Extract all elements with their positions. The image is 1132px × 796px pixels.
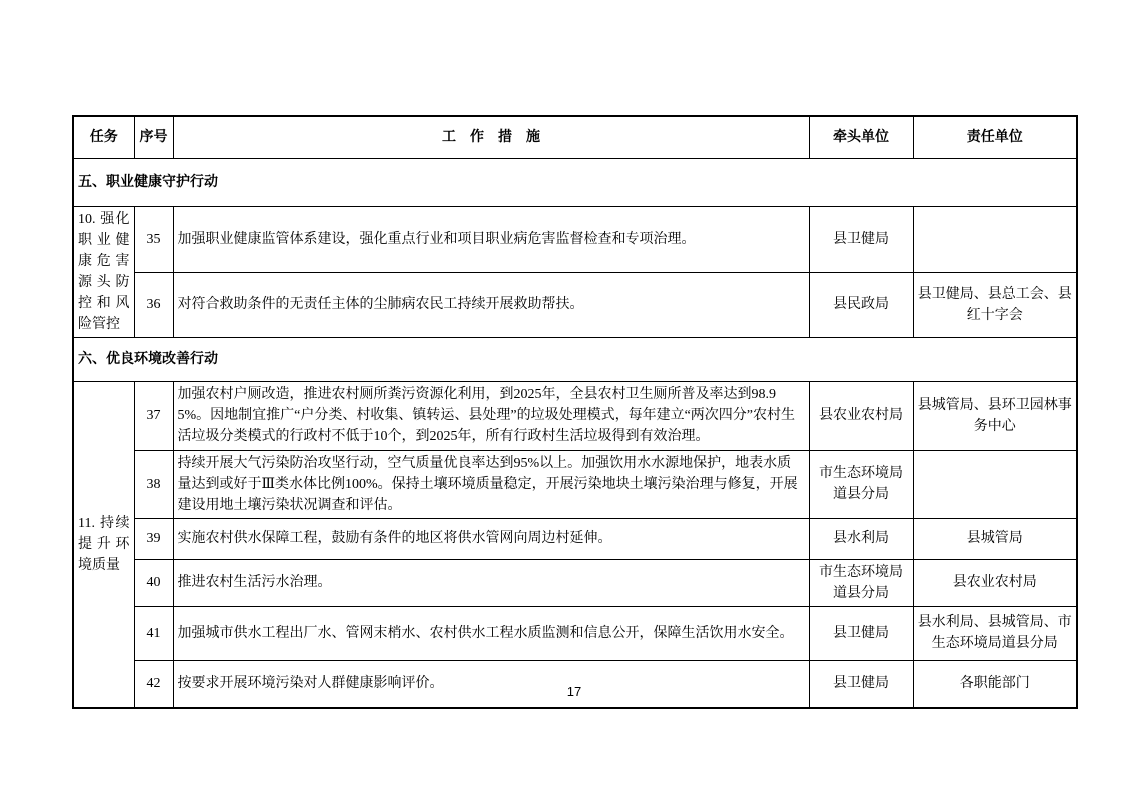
row-number-cell: 41: [134, 606, 173, 660]
table-row: [73, 381, 1077, 450]
section-row: [73, 158, 1077, 206]
lead-unit-cell: 县农业农村局: [809, 381, 913, 450]
col-header-index: 序号: [134, 116, 173, 158]
table-row: [73, 518, 1077, 559]
measure-cell: 实施农村供水保障工程，鼓励有条件的地区将供水管网向周边村延伸。: [173, 518, 809, 559]
lead-unit-cell: 县卫健局: [809, 660, 913, 708]
lead-unit-cell: 市生态环境局道县分局: [809, 450, 913, 518]
section-title: 五、职业健康守护行动: [73, 158, 1077, 206]
responsible-unit-cell: 各职能部门: [913, 660, 1077, 708]
row-number-cell: 42: [134, 660, 173, 708]
measure-cell: 对符合救助条件的无责任主体的尘肺病农民工持续开展救助帮扶。: [173, 272, 809, 337]
measure-cell: 持续开展大气污染防治攻坚行动，空气质量优良率达到95%以上。加强饮用水水源地保护，地表水质量达到或好于Ⅲ类水体比例100%。保持土壤环境质量稳定，开展污染地块土壤污染治理与修复，开展建设用地土壤污染状况调查和评估。: [173, 450, 809, 518]
responsible-unit-cell: [913, 206, 1077, 272]
responsible-unit-cell: [913, 450, 1077, 518]
table-row: [73, 559, 1077, 606]
measures-table: [72, 115, 1078, 709]
lead-unit-cell: 县卫健局: [809, 606, 913, 660]
responsible-unit-cell: 县城管局、县环卫园林事务中心: [913, 381, 1077, 450]
responsible-unit-cell: 县卫健局、县总工会、县红十字会: [913, 272, 1077, 337]
task-cell: 11. 持续提升环境质量: [73, 381, 134, 708]
table-header-row: [73, 116, 1077, 158]
measure-cell: 推进农村生活污水治理。: [173, 559, 809, 606]
measure-cell: 加强城市供水工程出厂水、管网末梢水、农村供水工程水质监测和信息公开，保障生活饮用水安全。: [173, 606, 809, 660]
row-number-cell: 35: [134, 206, 173, 272]
col-header-measures: 工 作 措 施: [173, 116, 809, 158]
col-header-lead-unit: 牵头单位: [809, 116, 913, 158]
col-header-task: 任务: [73, 116, 134, 158]
lead-unit-cell: 县水利局: [809, 518, 913, 559]
page-number: 17: [566, 684, 582, 699]
table-row: [73, 450, 1077, 518]
lead-unit-cell: 县卫健局: [809, 206, 913, 272]
section-row: [73, 337, 1077, 381]
responsible-unit-cell: 县水利局、县城管局、市生态环境局道县分局: [913, 606, 1077, 660]
measure-cell: 加强农村户厕改造，推进农村厕所粪污资源化利用，到2025年，全县农村卫生厕所普及率达到98.95%。因地制宜推广“户分类、村收集、镇转运、县处理”的垃圾处理模式，每年建立“两次四分”农村生活垃圾分类模式的行政村不低于10个，到2025年，所有行政村生活垃圾得到有效治理。: [173, 381, 809, 450]
row-number-cell: 39: [134, 518, 173, 559]
lead-unit-cell: 县民政局: [809, 272, 913, 337]
table-row: [73, 606, 1077, 660]
row-number-cell: 36: [134, 272, 173, 337]
lead-unit-cell: 市生态环境局道县分局: [809, 559, 913, 606]
row-number-cell: 40: [134, 559, 173, 606]
measure-cell: 按要求开展环境污染对人群健康影响评价。: [173, 660, 809, 708]
section-title: 六、优良环境改善行动: [73, 337, 1077, 381]
responsible-unit-cell: 县城管局: [913, 518, 1077, 559]
task-cell: 10. 强化职业健康危害源头防控和风险管控: [73, 206, 134, 337]
row-number-cell: 37: [134, 381, 173, 450]
table-row: [73, 206, 1077, 272]
col-header-responsible-unit: 责任单位: [913, 116, 1077, 158]
responsible-unit-cell: 县农业农村局: [913, 559, 1077, 606]
row-number-cell: 38: [134, 450, 173, 518]
table-row: [73, 272, 1077, 337]
measure-cell: 加强职业健康监管体系建设，强化重点行业和项目职业病危害监督检查和专项治理。: [173, 206, 809, 272]
